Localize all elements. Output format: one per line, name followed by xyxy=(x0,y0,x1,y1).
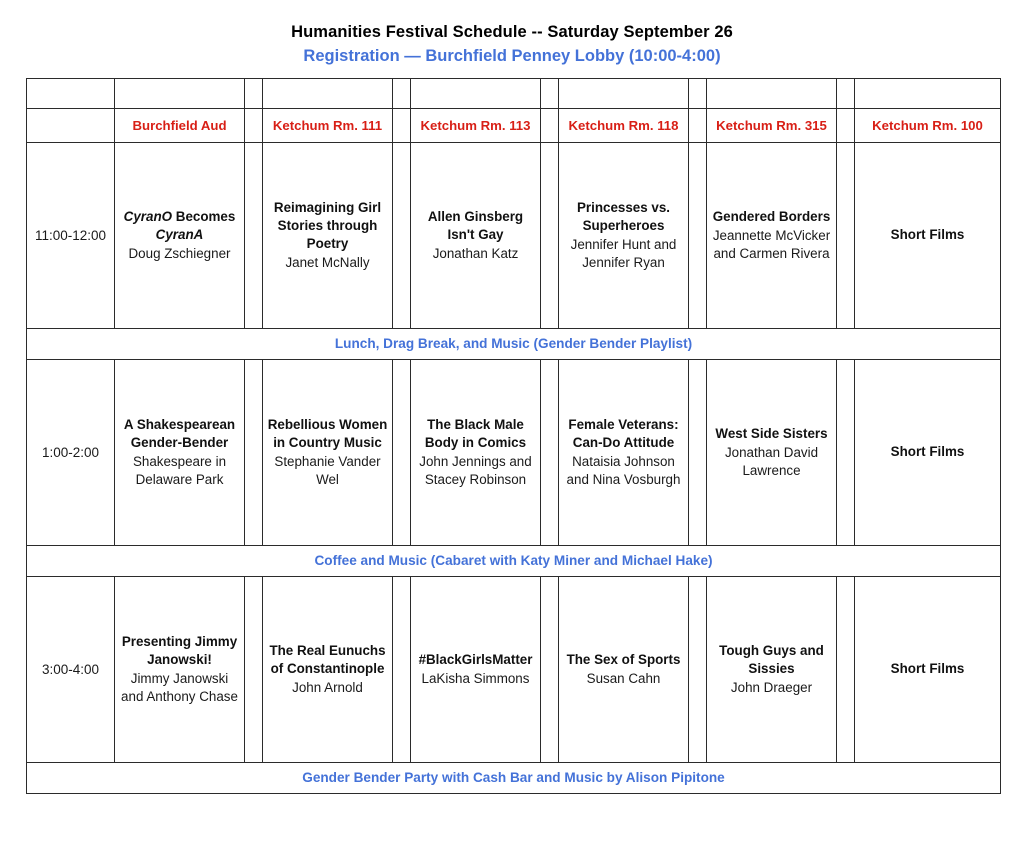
session-cell-r3-c2[interactable] xyxy=(411,576,541,762)
session-gap-r2-0 xyxy=(245,359,263,545)
session-people: Shakespeare in Delaware Park xyxy=(132,453,227,487)
session-row-3 xyxy=(27,576,1001,762)
header-gap-0 xyxy=(245,108,263,142)
registration-line: Registration — Burchfield Penney Lobby (10:00-4:00) xyxy=(303,47,721,66)
session-people: Janet McNally xyxy=(285,254,370,270)
session-people: Jonathan Katz xyxy=(432,245,519,261)
time-label-row-3: 3:00-4:00 xyxy=(27,576,115,762)
header-room-ketchum-111: Ketchum Rm. 111 xyxy=(263,108,393,142)
session-title: Reimagining Girl Stories through Poetry xyxy=(273,199,382,251)
banner-row-lunch xyxy=(27,328,1001,359)
session-cell-r1-c2[interactable] xyxy=(411,142,541,328)
session-block xyxy=(858,443,997,461)
session-cell-r3-c0[interactable] xyxy=(115,576,245,762)
session-gap-r1-0 xyxy=(245,142,263,328)
session-cell-r3-c5[interactable] xyxy=(855,576,1001,762)
banner-coffee: Coffee and Music (Cabaret with Katy Miner and Michael Hake) xyxy=(27,545,1001,576)
session-cell-r2-c2[interactable] xyxy=(411,359,541,545)
spacer-cell-time xyxy=(27,78,115,108)
spacer-gap-0 xyxy=(245,78,263,108)
session-cell-r3-c1[interactable] xyxy=(263,576,393,762)
session-title: A Shakespearean Gender-Bender xyxy=(123,416,236,450)
session-cell-r2-c4[interactable] xyxy=(707,359,837,545)
session-people: LaKisha Simmons xyxy=(421,670,530,686)
session-title: The Sex of Sports xyxy=(566,651,681,667)
session-title: Princesses vs. Superheroes xyxy=(576,199,671,233)
session-cell-r1-c4[interactable] xyxy=(707,142,837,328)
spacer-gap-1 xyxy=(393,78,411,108)
session-gap-r3-0 xyxy=(245,576,263,762)
header-room-ketchum-118: Ketchum Rm. 118 xyxy=(559,108,689,142)
session-gap-r2-3 xyxy=(689,359,707,545)
session-people: Nataisia Johnson and Nina Vosburgh xyxy=(566,453,681,487)
session-gap-r3-3 xyxy=(689,576,707,762)
spacer-cell-room-4 xyxy=(707,78,837,108)
time-label-row-1: 11:00-12:00 xyxy=(27,142,115,328)
session-gap-r3-1 xyxy=(393,576,411,762)
session-block xyxy=(858,660,997,678)
session-block xyxy=(562,199,685,272)
header-gap-2 xyxy=(541,108,559,142)
spacer-gap-4 xyxy=(837,78,855,108)
schedule-table-wrapper xyxy=(26,78,998,794)
table-header-row xyxy=(27,108,1001,142)
session-block xyxy=(710,208,833,263)
session-title: Short Films xyxy=(890,661,965,677)
page-title: Humanities Festival Schedule -- Saturday September 26 xyxy=(291,23,733,41)
session-title: Tough Guys and Sissies xyxy=(719,642,824,676)
session-block xyxy=(562,651,685,688)
session-cell-r1-c3[interactable] xyxy=(559,142,689,328)
session-block xyxy=(710,642,833,697)
spacer-gap-3 xyxy=(689,78,707,108)
session-gap-r2-4 xyxy=(837,359,855,545)
header-room-burchfield-aud: Burchfield Aud xyxy=(115,108,245,142)
session-row-1 xyxy=(27,142,1001,328)
session-gap-r1-1 xyxy=(393,142,411,328)
session-title: #BlackGirlsMatter xyxy=(418,651,533,667)
session-block xyxy=(414,208,537,263)
session-people: Jennifer Hunt and Jennifer Ryan xyxy=(570,236,677,270)
session-block xyxy=(414,416,537,489)
table-spacer-row xyxy=(27,78,1001,108)
banner-row-party xyxy=(27,762,1001,793)
spacer-cell-room-5 xyxy=(855,78,1001,108)
session-title: Allen Ginsberg Isn't Gay xyxy=(427,208,524,242)
session-people: Doug Zschiegner xyxy=(128,245,231,261)
spacer-cell-room-2 xyxy=(411,78,541,108)
session-gap-r2-1 xyxy=(393,359,411,545)
banner-lunch: Lunch, Drag Break, and Music (Gender Bender Playlist) xyxy=(27,328,1001,359)
session-block xyxy=(266,199,389,272)
session-cell-r1-c0[interactable] xyxy=(115,142,245,328)
session-people: Jimmy Janowski and Anthony Chase xyxy=(121,670,238,704)
session-title: West Side Sisters xyxy=(715,425,828,441)
session-title: Female Veterans: Can-Do Attitude xyxy=(568,416,679,450)
header-room-ketchum-113: Ketchum Rm. 113 xyxy=(411,108,541,142)
spacer-cell-room-3 xyxy=(559,78,689,108)
session-block xyxy=(858,226,997,244)
session-people: Stephanie Vander Wel xyxy=(274,453,381,487)
session-people: Jonathan David Lawrence xyxy=(724,444,819,478)
session-gap-r2-2 xyxy=(541,359,559,545)
session-title: Short Films xyxy=(890,444,965,460)
session-gap-r1-4 xyxy=(837,142,855,328)
header-gap-3 xyxy=(689,108,707,142)
banner-party: Gender Bender Party with Cash Bar and Music by Alison Pipitone xyxy=(27,762,1001,793)
session-cell-r1-c1[interactable] xyxy=(263,142,393,328)
session-people: Jeannette McVicker and Carmen Rivera xyxy=(712,227,831,261)
session-people: John Draeger xyxy=(730,679,813,695)
session-cell-r2-c3[interactable] xyxy=(559,359,689,545)
session-gap-r3-4 xyxy=(837,576,855,762)
header-gap-4 xyxy=(837,108,855,142)
session-block xyxy=(266,416,389,489)
spacer-cell-room-1 xyxy=(263,78,393,108)
session-block xyxy=(118,416,241,489)
session-block xyxy=(266,642,389,697)
session-title: The Real Eunuchs of Constantinople xyxy=(269,642,386,676)
spacer-cell-room-0 xyxy=(115,78,245,108)
session-block xyxy=(414,651,537,688)
session-gap-r1-2 xyxy=(541,142,559,328)
session-block xyxy=(118,208,241,263)
session-people: John Arnold xyxy=(292,679,363,695)
header-gap-1 xyxy=(393,108,411,142)
session-cell-r2-c0[interactable] xyxy=(115,359,245,545)
session-cell-r3-c4[interactable] xyxy=(707,576,837,762)
session-title: The Black Male Body in Comics xyxy=(424,416,527,450)
session-people: Susan Cahn xyxy=(586,670,661,686)
session-title: Rebellious Women in Country Music xyxy=(267,416,388,450)
session-cell-r2-c1[interactable] xyxy=(263,359,393,545)
header-room-ketchum-315: Ketchum Rm. 315 xyxy=(707,108,837,142)
schedule-table xyxy=(26,78,1001,794)
session-title: Presenting Jimmy Janowski! xyxy=(121,633,238,667)
session-block xyxy=(710,425,833,480)
session-gap-r3-2 xyxy=(541,576,559,762)
session-title: Gendered Borders xyxy=(712,208,831,224)
session-block xyxy=(562,416,685,489)
session-cell-r3-c3[interactable] xyxy=(559,576,689,762)
banner-row-coffee xyxy=(27,545,1001,576)
session-cell-r2-c5[interactable] xyxy=(855,359,1001,545)
session-title: Short Films xyxy=(890,227,965,243)
session-people: John Jennings and Stacey Robinson xyxy=(419,453,532,487)
session-cell-r1-c5[interactable] xyxy=(855,142,1001,328)
session-block xyxy=(118,633,241,706)
title-block xyxy=(0,0,1024,68)
time-label-row-2: 1:00-2:00 xyxy=(27,359,115,545)
spacer-gap-2 xyxy=(541,78,559,108)
session-row-2 xyxy=(27,359,1001,545)
session-title: CyranO Becomes CyranA xyxy=(123,208,236,242)
header-room-ketchum-100: Ketchum Rm. 100 xyxy=(855,108,1001,142)
session-gap-r1-3 xyxy=(689,142,707,328)
header-time-column xyxy=(27,108,115,142)
